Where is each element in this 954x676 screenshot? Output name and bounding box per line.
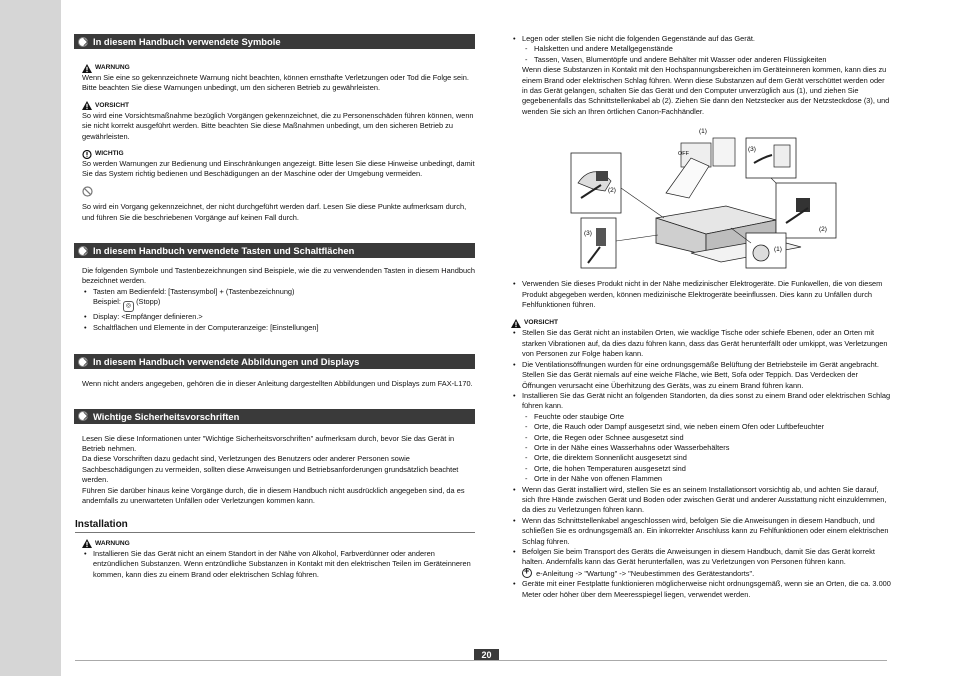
list-item: • Wenn das Gerät installiert wird, stellen Sie es an seinem Installationsort vorsichtig ab, und achten Sie darauf, sich Ihre Hände zwischen Gerät und Boden oder zwischen Gerät und anderer Ausstattung nicht einzuklemmen, da dies zu Verletzungen führen kann. (511, 485, 891, 516)
section-title: Wichtige Sicherheitsvorschriften (93, 410, 240, 422)
figure-label-1: (1) (699, 128, 707, 136)
vorsicht-label: VORSICHT (82, 101, 475, 111)
figure-label-1b: (1) (774, 246, 782, 254)
list-item: - Orte in der Nähe eines Wasserhahns oder Wasserbehälters (523, 443, 891, 453)
manual-page (61, 0, 954, 676)
safety-text-3: Führen Sie darüber hinaus keine Vorgänge durch, die in diesem Handbuch nicht ausdrücklich angegeben sind, da es andernfalls zu unerwarteten Unfällen oder Verletzungen kommen kann. (82, 485, 465, 505)
section-bullet-icon (78, 411, 88, 421)
power-off-illustration (516, 123, 846, 273)
warning-triangle-icon (82, 64, 92, 73)
right-vorsicht-label: VORSICHT (511, 318, 891, 328)
left-column (75, 34, 475, 580)
section-title: In diesem Handbuch verwendete Tasten und Schaltflächen (93, 245, 355, 257)
keys-list (82, 287, 475, 333)
list-item: • Schaltflächen und Elemente in der Computeranzeige: [Einstellungen] (82, 323, 475, 333)
wichtig-text: So werden Warnungen zur Bedienung und Einschränkungen angezeigt. Bitte lesen Sie diese Hinweise unbedingt, damit Sie das System richtig bedienen und Beschädigungen an der Maschine oder der Umgebung vermeiden. (82, 159, 475, 179)
install-warnung-label: WARNUNG (82, 539, 475, 549)
list-item: - Orte, die direktem Sonnenlicht ausgesetzt sind (523, 453, 891, 463)
wichtig-label: WICHTIG (82, 149, 475, 159)
section-bullet-icon (78, 37, 88, 47)
list-item: - Orte, die Regen oder Schnee ausgesetzt sind (523, 433, 891, 443)
prohibited-icon (82, 186, 475, 200)
e-manual-reference: e-Anleitung -> "Wartung" -> "Neubestimmen des Gerätestandorts". (536, 568, 755, 578)
verbot-text: So wird ein Vorgang gekennzeichnet, der nicht durchgeführt werden darf. Lesen Sie diese Punkte aufmerksam durch, und führen Sie die beschriebenen Vorgänge auf keinen Fall durch. (82, 202, 467, 222)
section-title: In diesem Handbuch verwendete Symbole (93, 36, 281, 47)
section-bullet-icon (78, 357, 88, 367)
figure-label-2a: (2) (608, 187, 616, 195)
e-manual-icon (522, 568, 532, 578)
list-item: - Tassen, Vasen, Blumentöpfe und andere Behälter mit Wasser oder anderen Flüssigkeiten (523, 55, 891, 65)
install-warning-list (82, 549, 475, 580)
section-header-keys (74, 243, 475, 258)
figures-text: Wenn nicht anders angegeben, gehören die in dieser Anleitung dargestellten Abbildungen und Displays zum FAX-L170. (82, 379, 473, 389)
list-item: • Installieren Sie das Gerät nicht an folgenden Standorten, da dies sonst zu einem Brand oder elektrischen Schlag führen kann. (511, 391, 891, 412)
list-item: • Display: <Empfänger definieren.> (82, 312, 475, 322)
list-item: • Stellen Sie das Gerät nicht an instabilen Orten, wie wacklige Tische oder schiefe Ebenen, oder an Orten mit starken Vibrationen auf, da dies dazu führen kann, dass das Gerät herunterfällt oder umkippt, was Verletzungen von Personen zur Folge haben kann. (511, 328, 891, 359)
installation-heading: Installation (75, 520, 475, 532)
safety-text-2: Da diese Vorschriften dazu gedacht sind, Verletzungen des Benutzers oder anderer Personen sowie Sachbeschädigungen zu vermeiden, sollten diese Anweisungen und Betriebsanforderungen grundsätzlich beachtet werden. (82, 454, 459, 485)
important-icon (82, 150, 92, 159)
list-item: • Legen oder stellen Sie nicht die folgenden Gegenstände auf das Gerät. (511, 34, 891, 44)
keys-intro: Die folgenden Symbole und Tastenbezeichnungen sind Beispiele, wie die zu verwendenden Tasten in diesem Handbuch bezeichnet werden. (82, 266, 475, 286)
warning-triangle-icon (82, 539, 92, 548)
figure-label-3b: (3) (584, 230, 592, 238)
caution-list-2 (511, 485, 891, 600)
right-column (511, 34, 891, 600)
warnung-text: Wenn Sie eine so gekennzeichnete Warnung nicht beachten, können ernsthafte Verletzungen oder Tod die Folge sein. Bitte beachten Sie diese Warnungen unbedingt, um den sicheren Betrieb zu gewährleisten. (82, 73, 469, 93)
safety-text-1: Lesen Sie diese Informationen unter "Wichtige Sicherheitsvorschriften" aufmerksam durch, bevor Sie das Gerät in Betrieb nehmen. (82, 433, 455, 453)
footer-rule (75, 660, 887, 661)
section-bullet-icon (78, 246, 88, 256)
list-item: • Befolgen Sie beim Transport des Geräts die Anweisungen in diesem Handbuch, damit Sie das Gerät korrekt halten. Andernfalls kann das Gerät herunterfallen, was zu Verletzungen von Personen führen kann. + e-Anleitung -> "Wartung" -> "Neubestimmen des Gerätestandorts". (511, 547, 891, 579)
page-number: 20 (474, 649, 499, 661)
list-item: - Orte, die Rauch oder Dampf ausgesetzt sind, wie neben einem Ofen oder Luftbefeuchter (523, 422, 891, 432)
list-item: • Wenn das Schnittstellenkabel angeschlossen wird, befolgen Sie die Anweisungen in diesem Handbuch, und schließen Sie es ordnungsgemäß an. Ein inkorrekter Anschluss kann zu Fehlfunktionen oder einem elektrischen Schlag führen. (511, 516, 891, 547)
list-item: - Feuchte oder staubige Orte (523, 412, 891, 422)
section-header-symbols (74, 34, 475, 49)
warnung-label: WARNUNG (82, 63, 475, 73)
caution-list (511, 328, 891, 411)
figure-label-2b: (2) (819, 226, 827, 234)
section-header-figures (74, 354, 475, 369)
caution-triangle-icon (82, 101, 92, 110)
objects-dash-list (511, 44, 891, 65)
list-item: • Geräte mit einer Festplatte funktionieren möglicherweise nicht ordnungsgemäß, wenn sie an Orten, die ca. 3.000 Meter oder höher über dem Meeresspiegel liegen, verwendet werden. (511, 579, 891, 600)
list-item: • Die Ventilationsöffnungen wurden für eine ordnungsgemäße Belüftung der Betriebsteile im Gerät angebracht. Stellen Sie das Gerät niemals auf eine weiche Fläche, wie Bett, Sofa oder Teppich. Das Verdecken der Öffnungen verursacht eine Überhitzung des Geräts, was zu einem Brand führen kann. (511, 360, 891, 391)
figure-label-3a: (3) (748, 146, 756, 154)
stop-key-icon: ◎ (123, 301, 134, 312)
section-title: In diesem Handbuch verwendete Abbildungen und Displays (93, 356, 360, 368)
figure-label-off: OFF (678, 151, 689, 158)
vorsicht-text: So wird eine Vorsichtsmaßnahme bezüglich Vorgängen gekennzeichnet, die zu Personenschäden führen können, wenn sie nicht korrekt ausgeführt werden. Bitte beachten Sie diese Maßnahmen unbedingt, um den sicheren Betrieb zu gewährleisten. (82, 110, 474, 141)
list-item: • Tasten am Bedienfeld: [Tastensymbol] + (Tastenbezeichnung) Beispiel: ◎ (Stopp) (82, 287, 475, 312)
list-item: - Halsketten und andere Metallgegenstände (523, 44, 891, 54)
left-margin-strip (0, 0, 61, 676)
objects-list (511, 34, 891, 44)
list-item: • Installieren Sie das Gerät nicht an einem Standort in der Nähe von Alkohol, Farbverdünner oder anderen entzündlichen Substanzen. Wenn entzündliche Substanzen in Kontakt mit den elektrischen Teilen im Geräteinneren kommen, kann dies zu einem Brand oder elektrischen Schlag führen. (82, 549, 475, 580)
list-item: - Orte in der Nähe von offenen Flammen (523, 474, 891, 484)
medical-list (511, 279, 891, 310)
caution-triangle-icon (511, 319, 521, 328)
list-item: - Orte, die hohen Temperaturen ausgesetzt sind (523, 464, 891, 474)
location-dash-list (511, 412, 891, 485)
section-header-safety (74, 409, 475, 424)
spill-paragraph: Wenn diese Substanzen in Kontakt mit den Hochspannungsbereichen im Geräteinneren kommen, kann dies zu einem Brand oder elektrischen Schlag führen. Wenn diese Substanzen auf dem Gerät verschüttet werden oder in das Gerät gelangen, schalten Sie das Gerät und den Computer unverzüglich aus (1), und ziehen Sie gegebenenfalls das Schnittstellenkabel ab (2). Ziehen Sie dann den Netzstecker aus der Netzsteckdose (3), und wenden Sie sich an Ihren örtlichen Canon-Fachhändler. (522, 65, 890, 116)
list-item: • Verwenden Sie dieses Produkt nicht in der Nähe medizinischer Elektrogeräte. Die Funkwellen, die von diesem Produkt abgegeben werden, können medizinische Elektrogeräte beeinflussen. Dies kann zu Unfällen durch Fehlfunktionen führen. (511, 279, 891, 310)
